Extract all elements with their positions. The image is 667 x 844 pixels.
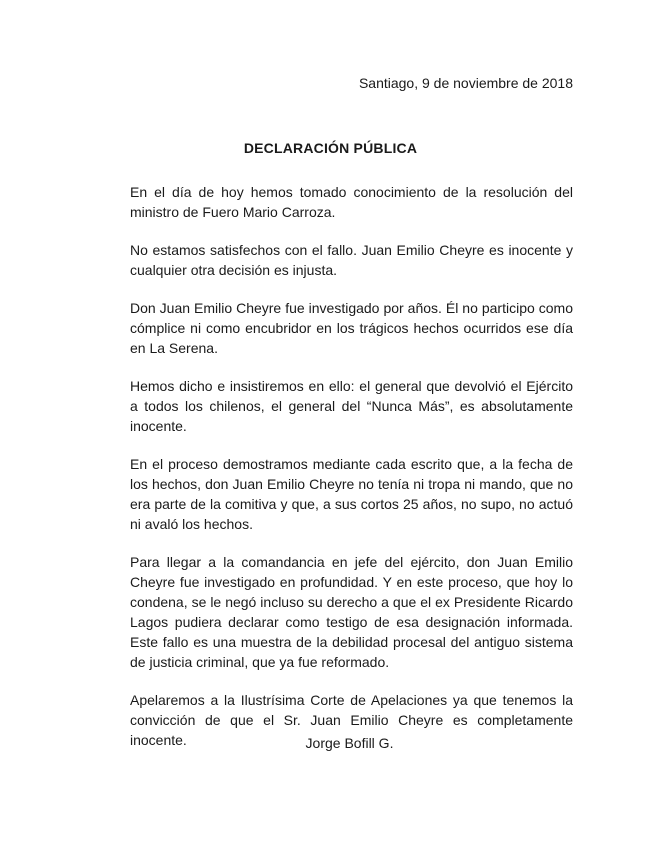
- paragraph: Hemos dicho e insistiremos en ello: el general que devolvió el Ejército a todos los chilenos, el general del “Nunca Más”, es absolutamente inocente.: [130, 378, 573, 434]
- paragraph: En el día de hoy hemos tomado conocimiento de la resolución del ministro de Fuero Mario Carroza.: [130, 184, 573, 220]
- letter-date: Santiago, 9 de noviembre de 2018: [358, 75, 573, 91]
- paragraph: Don Juan Emilio Cheyre fue investigado por años. Él no participo como cómplice ni como encubridor en los trágicos hechos ocurridos ese día en La Serena.: [130, 300, 573, 356]
- paragraph: Para llegar a la comandancia en jefe del ejército, don Juan Emilio Cheyre fue investigado en profundidad. Y en este proceso, que hoy lo condena, se le negó incluso su derecho a que el ex Presidente Ricardo Lagos pudiera declarar como testigo de esa designación informada. Este fallo es una muestra de la debilidad procesal del antiguo sistema de justicia criminal, que ya fue reformado.: [130, 554, 573, 670]
- document-title: [0, 139, 667, 157]
- paragraph: Apelaremos a la Ilustrísima Corte de Apelaciones ya que tenemos la convicción de que el Sr. Juan Emilio Cheyre es completamente inocente.: [130, 692, 573, 748]
- paragraph: No estamos satisfechos con el fallo. Juan Emilio Cheyre es inocente y cualquier otra decisión es injusta.: [130, 242, 573, 278]
- signature: [0, 734, 667, 752]
- paragraph: En el proceso demostramos mediante cada escrito que, a la fecha de los hechos, don Juan Emilio Cheyre no tenía ni tropa ni mando, que no era parte de la comitiva y que, a sus cortos 25 años, no supo, no actuó ni avaló los hechos.: [130, 456, 573, 532]
- document-title-text: DECLARACIÓN PÚBLICA: [243, 140, 418, 156]
- signature-name: Jorge Bofill G.: [305, 735, 394, 751]
